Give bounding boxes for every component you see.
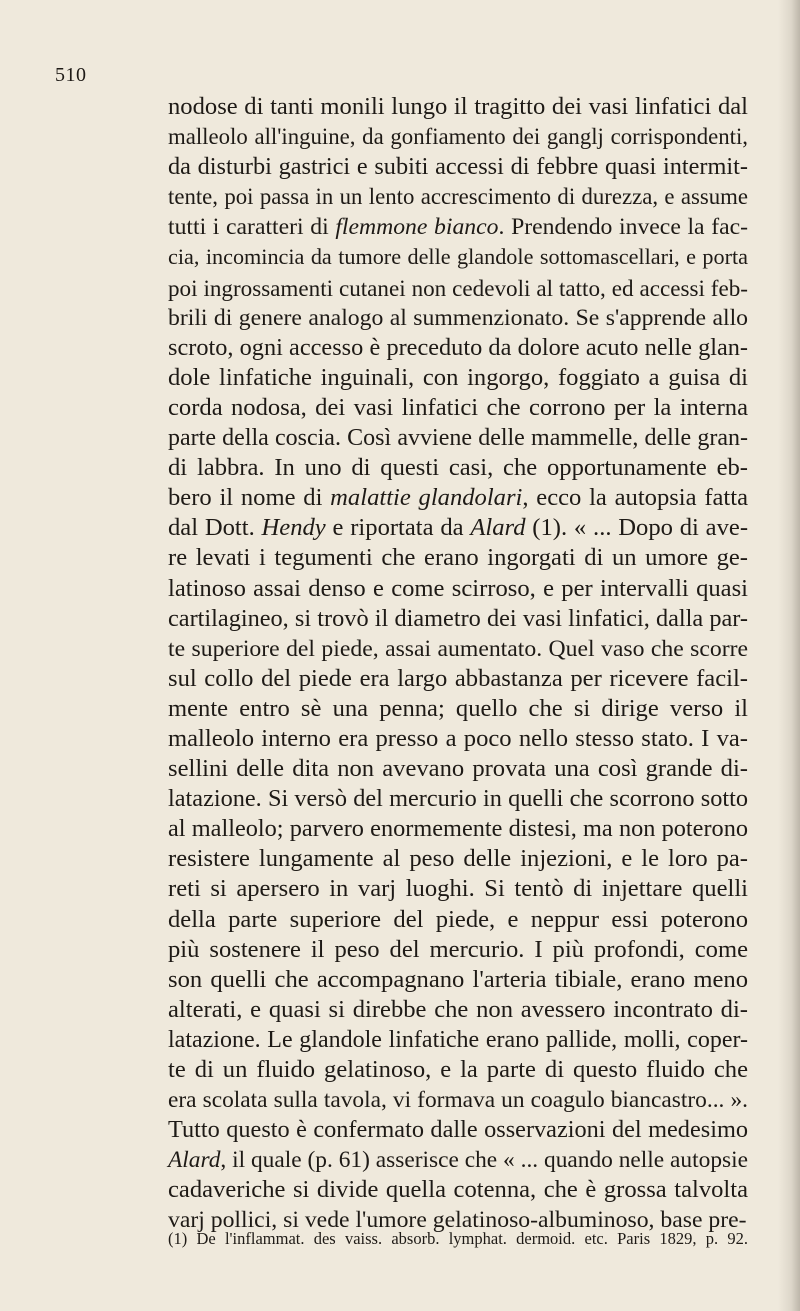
text-line: brili di genere analogo al summenzionato. Se s'apprende allo bbox=[168, 304, 748, 331]
text-line: latazione. Si versò del mercurio in quelli che scorrono sotto bbox=[168, 785, 748, 813]
text-line: malleolo interno era presso a poco nello stesso stato. I va- bbox=[168, 724, 748, 752]
page-number: 510 bbox=[55, 64, 87, 86]
text-line: era scolata sulla tavola, vi formava un coagulo biancastro... ». bbox=[168, 1087, 748, 1114]
text-line: son quelli che accompagnano l'arteria tibiale, erano meno bbox=[168, 965, 748, 993]
text-line: te di un fluido gelatinoso, e la parte di questo fluido che bbox=[168, 1056, 748, 1083]
text-line: cia, incomincia da tumore delle glandole sottomascellari, e porta bbox=[168, 244, 748, 270]
body-text bbox=[168, 92, 748, 1236]
text-line: parte della coscia. Così avviene delle mammelle, delle gran- bbox=[168, 425, 748, 452]
text-line: al malleolo; parvero enormemente distesi, ma non poterono bbox=[168, 815, 748, 843]
text-line: malleolo all'inguine, da gonfiamento dei ganglj corrispondenti, bbox=[168, 124, 748, 150]
text-line: alterati, e quasi si direbbe che non avessero incontrato di- bbox=[168, 995, 748, 1023]
page-edge-shadow bbox=[778, 0, 800, 1311]
text-line: Tutto questo è confermato dalle osservazioni del medesimo bbox=[168, 1116, 748, 1144]
footnote-text: (1) De l'inflammat. des vaiss. absorb. lymphat. dermoid. etc. Paris 1829, p. 92. bbox=[168, 1229, 748, 1248]
text-line: Alard, il quale (p. 61) asserisce che « ... quando nelle autopsie bbox=[168, 1147, 748, 1174]
text-line: dole linfatiche inguinali, con ingorgo, foggiato a guisa di bbox=[168, 363, 748, 391]
text-line: dal Dott. Hendy e riportata da Alard (1). « ... Dopo di ave- bbox=[168, 514, 749, 542]
text-line: bero il nome di malattie glandolari, ecco la autopsia fatta bbox=[168, 484, 749, 512]
text-line: da disturbi gastrici e subiti accessi di febbre quasi intermit- bbox=[168, 153, 748, 181]
text-line: di labbra. In uno di questi casi, che opportunamente eb- bbox=[168, 454, 748, 482]
text-line: cartilagineo, si trovò il diametro dei vasi linfatici, dalla par- bbox=[168, 604, 748, 632]
text-line: mente entro sè una penna; quello che si dirige verso il bbox=[168, 694, 748, 722]
text-line: latinoso assai denso e come scirroso, e per intervalli quasi bbox=[168, 574, 748, 602]
text-line: della parte superiore del piede, e neppur essi poterono bbox=[168, 905, 748, 933]
text-line: resistere lungamente al peso delle injezioni, e le loro pa- bbox=[168, 845, 748, 873]
text-line: tente, poi passa in un lento accrescimento di durezza, e assume bbox=[168, 184, 748, 210]
footnote bbox=[168, 1228, 748, 1250]
text-line: latazione. Le glandole linfatiche erano pallide, molli, coper- bbox=[168, 1026, 748, 1053]
text-line: più sostenere il peso del mercurio. I più profondi, come bbox=[168, 935, 748, 963]
text-line: corda nodosa, dei vasi linfatici che corrono per la interna bbox=[168, 393, 748, 421]
text-line: varj pollici, si vede l'umore gelatinoso-albuminoso, base pre- bbox=[168, 1207, 747, 1234]
text-line: reti si apersero in varj luoghi. Si tentò di injettare quelli bbox=[168, 875, 748, 903]
text-line: re levati i tegumenti che erano ingorgati di un umore ge- bbox=[168, 544, 748, 572]
text-line: te superiore del piede, assai aumentato. Quel vaso che scorre bbox=[168, 635, 748, 662]
text-line: poi ingrossamenti cutanei non cedevoli al tatto, ed accessi feb- bbox=[168, 274, 748, 301]
text-line: sellini delle dita non avevano provata una così grande di- bbox=[168, 755, 748, 783]
text-line: tutti i caratteri di flemmone bianco. Prendendo invece la fac- bbox=[168, 214, 749, 241]
text-line: nodose di tanti monili lungo il tragitto dei vasi linfatici dal bbox=[168, 93, 748, 120]
text-line: sul collo del piede era largo abbastanza per ricevere facil- bbox=[168, 664, 748, 692]
text-line: scroto, ogni accesso è preceduto da dolore acuto nelle glan- bbox=[168, 333, 748, 361]
text-line: cadaveriche si divide quella cotenna, che è grossa talvolta bbox=[168, 1176, 748, 1204]
